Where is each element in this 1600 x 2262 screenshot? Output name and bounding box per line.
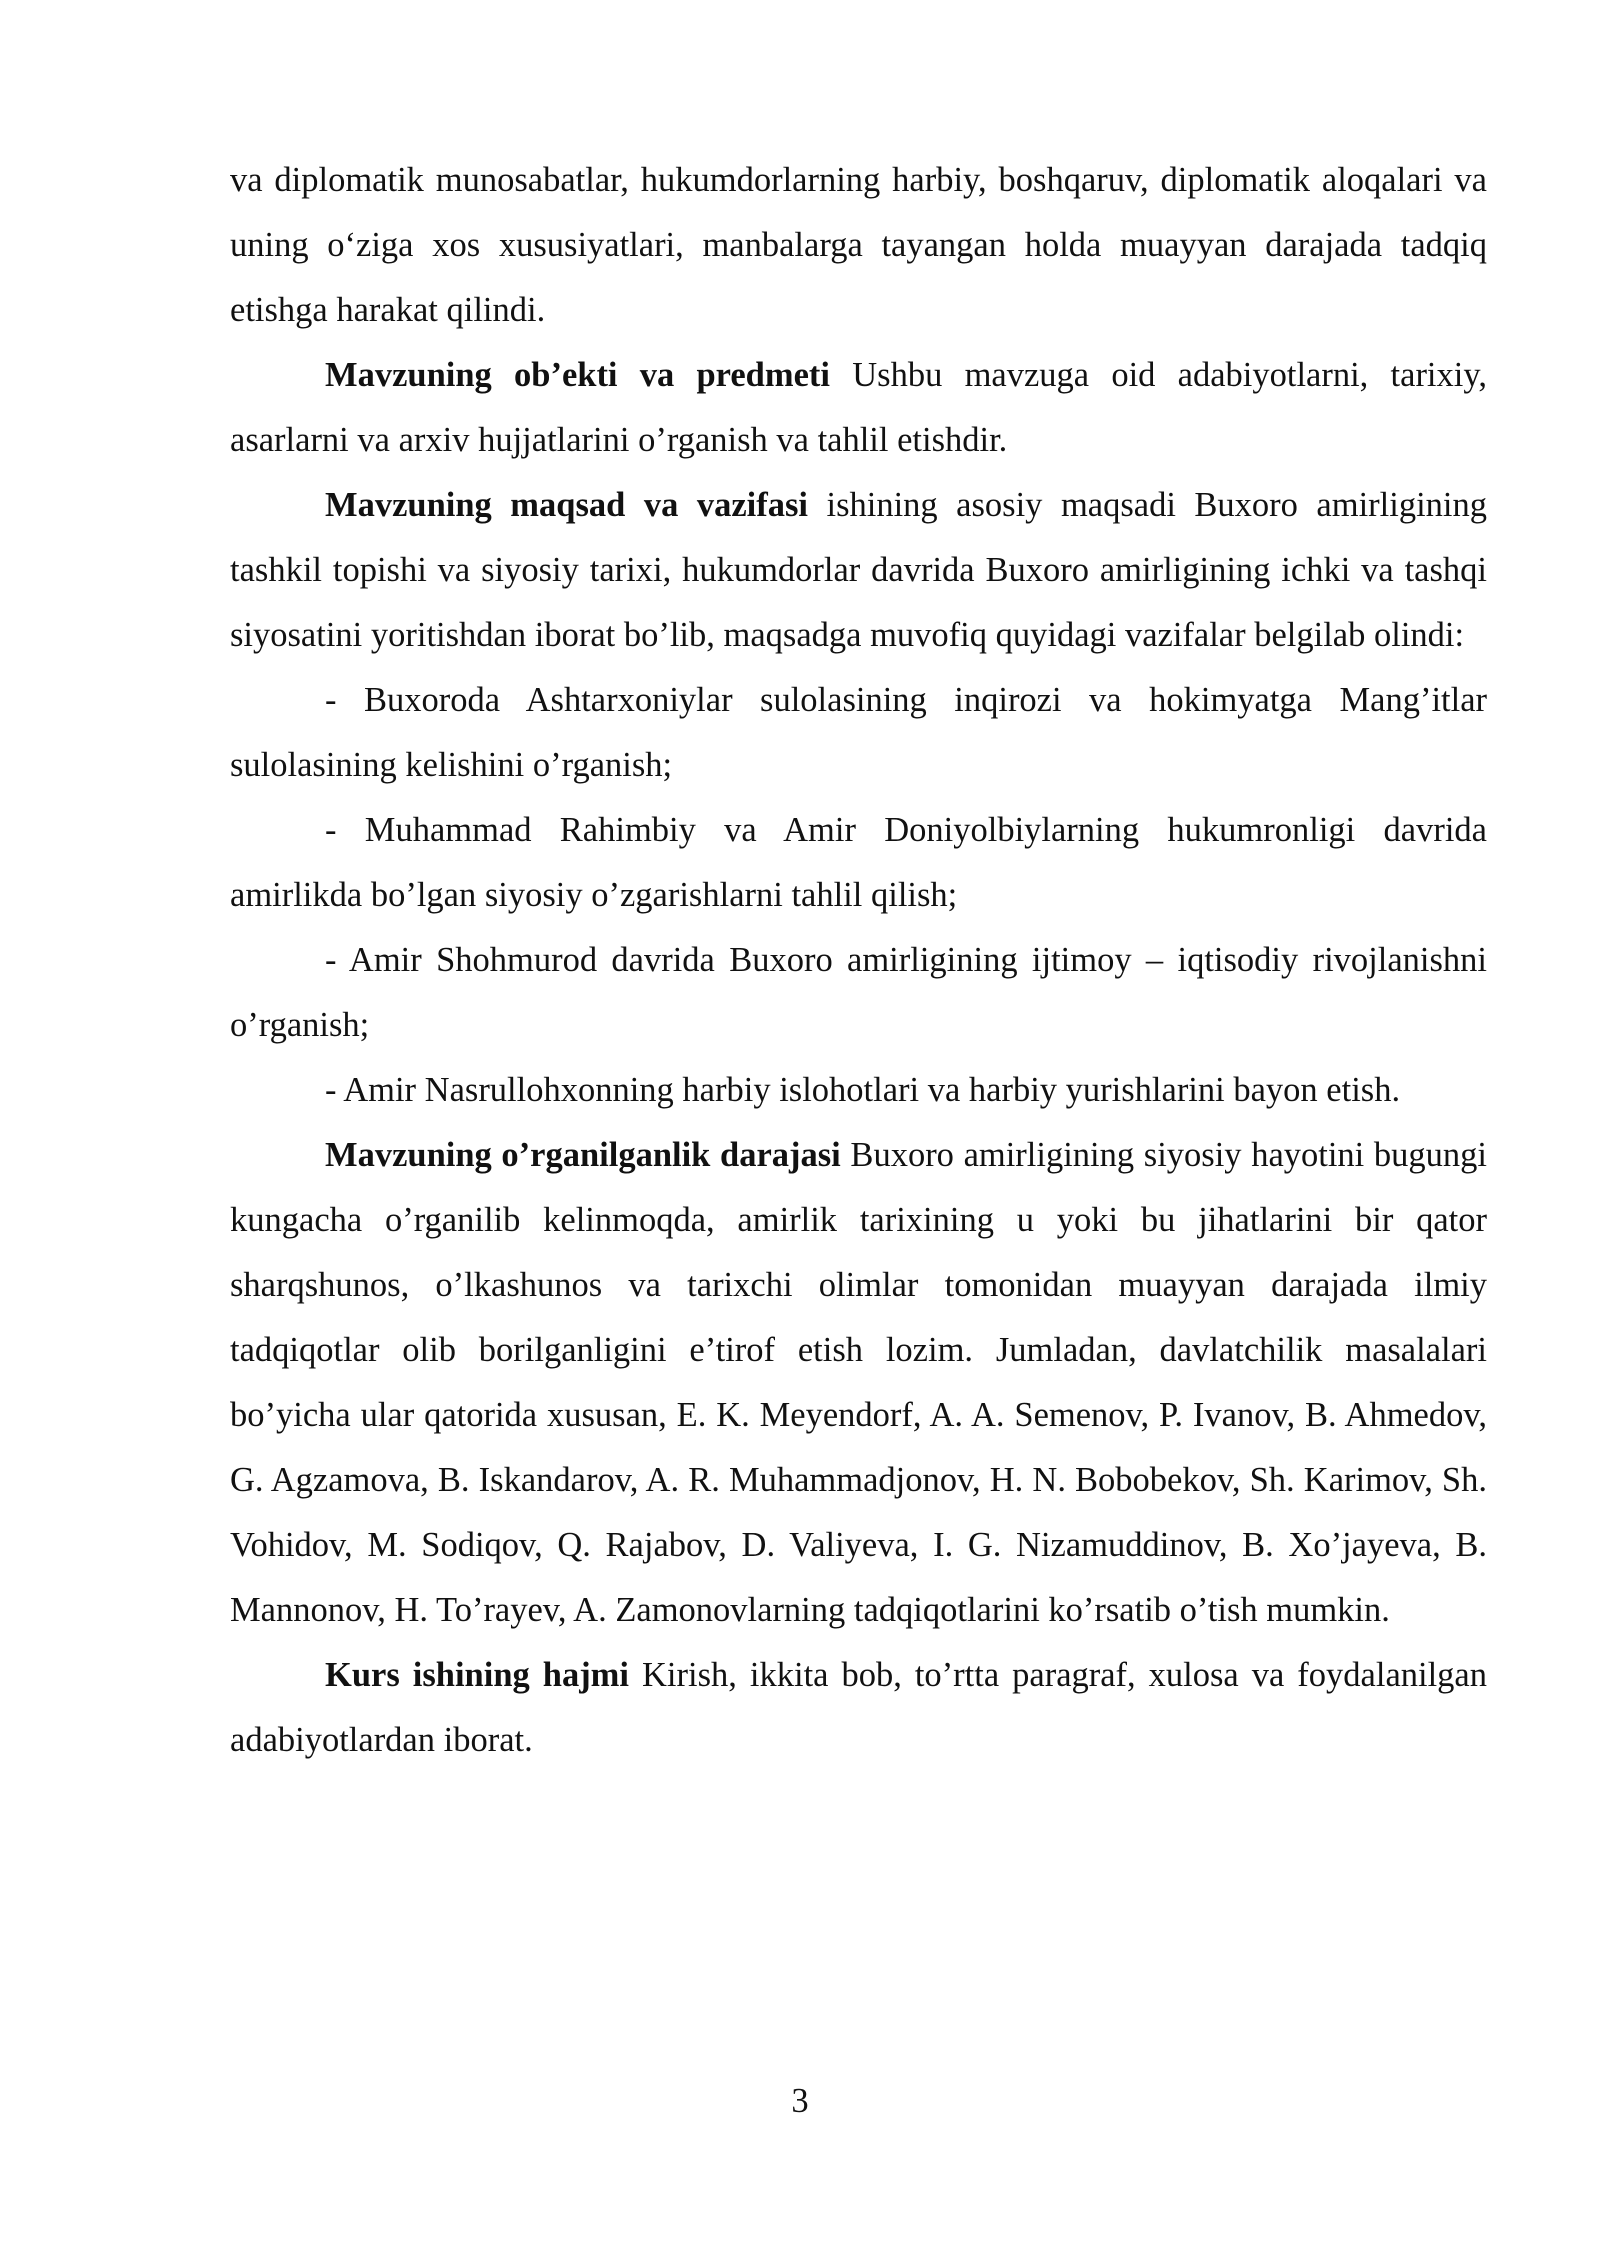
paragraph-text: - Amir Shohmurod davrida Buxoro amirligining ijtimoy – iqtisodiy rivojlanishni o’rganish; — [230, 941, 1487, 1044]
paragraph-text: Kirish, ikkita bob, to’rtta paragraf, xulosa va foydalanilgan adabiyotlardan iborat. — [230, 1656, 1487, 1759]
task-list-item — [230, 1058, 1487, 1123]
paragraph-work-volume — [230, 1643, 1487, 1773]
paragraph-continuation — [230, 148, 1487, 343]
paragraph-text: - Amir Nasrullohxonning harbiy islohotlari va harbiy yurishlarini bayon etish. — [325, 1071, 1401, 1109]
task-list-item — [230, 668, 1487, 798]
document-page — [230, 148, 1487, 1773]
paragraph-text: va diplomatik munosabatlar, hukumdorlarning harbiy, boshqaruv, diplomatik aloqalari va uning o‘ziga xos xususiyatlari, manbalarga tayangan holda muayyan darajada tadqiq etishga harakat qilindi. — [230, 161, 1487, 329]
paragraph-heading: Mavzuning o’rganilganlik darajasi — [325, 1136, 841, 1174]
task-list-item — [230, 798, 1487, 928]
paragraph-text: ishining asosiy maqsadi Buxoro amirligining tashkil topishi va siyosiy tarixi, hukumdorlar davrida Buxoro amirligining ichki va tashqi siyosatini yoritishdan iborat bo’lib, maqsadga muvofiq quyidagi vazifalar belgilab olindi: — [230, 486, 1487, 654]
paragraph-heading: Kurs ishining hajmi — [325, 1656, 630, 1694]
paragraph-research-level — [230, 1123, 1487, 1643]
page-number: 3 — [791, 2082, 809, 2120]
task-list-item — [230, 928, 1487, 1058]
paragraph-heading: Mavzuning ob’ekti va predmeti — [325, 356, 830, 394]
paragraph-text: - Buxoroda Ashtarxoniylar sulolasining inqirozi va hokimyatga Mang’itlar sulolasining kelishini o’rganish; — [230, 681, 1487, 784]
paragraph-goals-tasks — [230, 473, 1487, 668]
paragraph-text: Buxoro amirligining siyosiy hayotini bugungi kungacha o’rganilib kelinmoqda, amirlik tarixining u yoki bu jihatlarini bir qator sharqshunos, o’lkashunos va tarixchi olimlar tomonidan muayyan darajada ilmiy tadqiqotlar olib borilganligini e’tirof etish lozim. Jumladan, davlatchilik masalalari bo’yicha ular qatorida xususan, E. K. Meyendorf, A. A. Semenov, P. Ivanov, B. Ahmedov, G. Agzamova, B. Iskandarov, A. R. Muhammadjonov, H. N. Bobobekov, Sh. Karimov, Sh. Vohidov, M. Sodiqov, Q. Rajabov, D. Valiyeva, I. G. Nizamuddinov, B. Xo’jayeva, B. Mannonov, H. To’rayev, A. Zamonovlarning tadqiqotlarini ko’rsatib o’tish mumkin. — [230, 1136, 1487, 1629]
paragraph-text: Ushbu mavzuga oid adabiyotlarni, tarixiy, asarlarni va arxiv hujjatlarini o’rganish va tahlil etishdir. — [230, 356, 1487, 459]
paragraph-text: - Muhammad Rahimbiy va Amir Doniyolbiylarning hukumronligi davrida amirlikda bo’lgan siyosiy o’zgarishlarni tahlil qilish; — [230, 811, 1487, 914]
paragraph-heading: Mavzuning maqsad va vazifasi — [325, 486, 808, 524]
paragraph-object-subject — [230, 343, 1487, 473]
